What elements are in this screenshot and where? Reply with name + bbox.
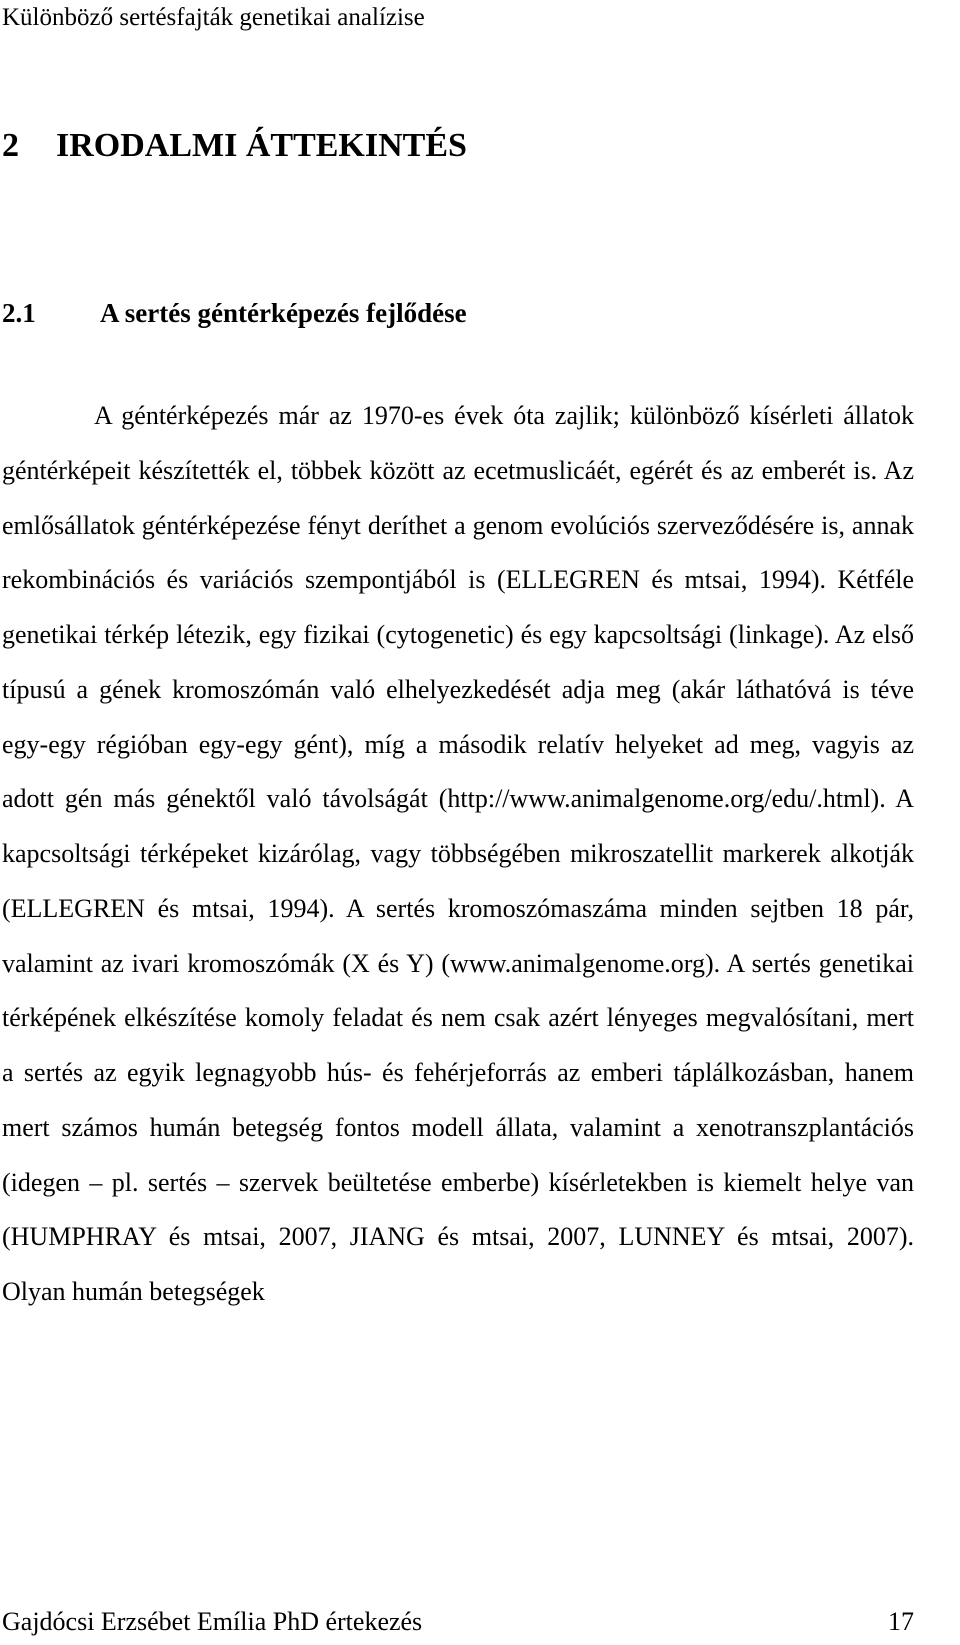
section-title: A sertés géntérképezés fejlődése	[100, 298, 467, 328]
body-paragraph: A géntérképezés már az 1970-es évek óta zajlik; különböző kísérleti állatok géntérképeit készítették el, többek között az ecetmuslicáét, egérét és az emberét is. Az emlősállatok géntérképezése fényt deríthet a genom evolúciós szerveződésére is, annak rekombinációs és variációs szempontjából is (ELLEGREN és mtsai, 1994). Kétféle genetikai térkép létezik, egy fizikai (cytogenetic) és egy kapcsoltsági (linkage). Az első típusú a gének kromoszómán való elhelyezkedését adja meg (akár láthatóvá is téve egy-egy régióban egy-egy gént), míg a második relatív helyeket ad meg, vagyis az adott gén más génektől való távolságát (http://www.animalgenome.org/edu/.html). A kapcsoltsági térképeket kizárólag, vagy többségében mikroszatellit markerek alkotják (ELLEGREN és mtsai, 1994). A sertés kromoszómaszáma minden sejtben 18 pár, valamint az ivari kromoszómák (X és Y) (www.animalgenome.org). A sertés genetikai térképének elkészítése komoly feladat és nem csak azért lényeges megvalósítani, mert a sertés az egyik legnagyobb hús- és fehérjeforrás az emberi táplálkozásban, hanem mert számos humán betegség fontos modell állata, valamint a xenotranszplantációs (idegen – pl. sertés – szervek beültetése emberbe) kísérletekben is kiemelt helye van (HUMPHRAY és mtsai, 2007, JIANG és mtsai, 2007, LUNNEY és mtsai, 2007). Olyan humán betegségek	[2, 401, 914, 1306]
chapter-title: IRODALMI ÁTTEKINTÉS	[56, 127, 467, 164]
chapter-heading	[2, 126, 467, 166]
page-number: 17	[888, 1607, 914, 1636]
chapter-number: 2	[2, 127, 19, 164]
section-number: 2.1	[2, 298, 36, 328]
section-heading	[2, 296, 467, 330]
running-header: Különböző sertésfajták genetikai analízise	[2, 4, 425, 31]
page-footer	[2, 1605, 914, 1639]
footer-author-line: Gajdócsi Erzsébet Emília PhD értekezés	[2, 1607, 423, 1636]
